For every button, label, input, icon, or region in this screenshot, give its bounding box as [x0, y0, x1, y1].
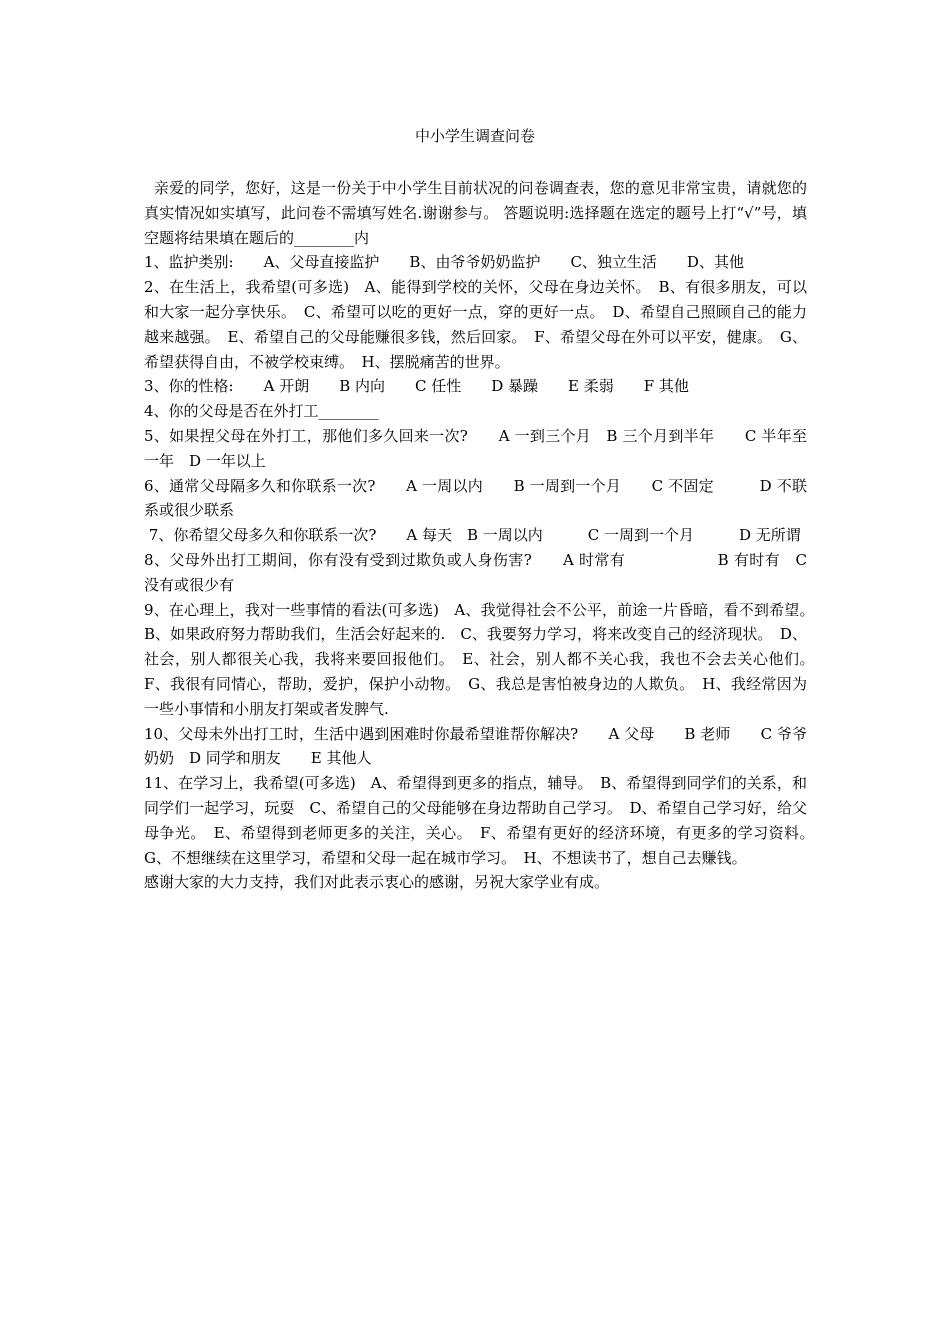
document-title: 中小学生调查问卷	[414, 127, 535, 145]
question-2: 2、在生活上，我希望(可多选) A、能得到学校的关怀，父母在身边关怀。 B、有很多朋友，可以和大家一起分享快乐。 C、希望可以吃的更好一点，穿的更好一点。 D、希望自己照顾自己的能力越来越强。 E、希望自己的父母能赚很多钱，然后回家。 F、希望父母在外可以平安，健康。 G、希望获得自由，不被学校束缚。 H、摆脱痛苦的世界。	[144, 278, 807, 371]
question-5: 5、如果捏父母在外打工，那他们多久回来一次? A 一到三个月 B 三个月到半年 C 半年至一年 D 一年以上	[144, 426, 807, 470]
question-1: 1、监护类别: A、父母直接监护 B、由爷爷奶奶监护 C、独立生活 D、其他	[144, 253, 744, 272]
question-6: 6、通常父母隔多久和你联系一次? A 一周以内 B 一周到一个月 C 不固定 D 不联系或很少联系	[144, 476, 807, 520]
question-4: 4、你的父母是否在外打工________	[144, 402, 379, 421]
question-7: 7、你希望父母多久和你联系一次? A 每天 B 一周以内 C 一周到一个月 D 无所谓	[144, 526, 801, 545]
question-10: 10、父母未外出打工时，生活中遇到困难时你最希望谁帮你解决? A 父母 B 老师 C 爷爷奶奶 D 同学和朋友 E 其他人	[144, 724, 807, 768]
question-8: 8、父母外出打工期间，你有没有受到过欺负或人身伤害? A 时常有 B 有时有 C 没有或很少有	[144, 550, 807, 594]
question-11: 11、在学习上，我希望(可多选) A、希望得到更多的指点，辅导。 B、希望得到同学们的关系，和同学们一起学习，玩耍 C、希望自己的父母能够在身边帮助自己学习。 D、希望自己学习好，给父母争光。 E、希望得到老师更多的关注，关心。 F、希望有更好的经济环境，有更多的学习资料。 G、不想继续在这里学习，希望和父母一起在城市学习。 H、不想读书了，想自己去赚钱。	[144, 774, 823, 867]
question-3: 3、你的性格: A 开朗 B 内向 C 任性 D 暴躁 E 柔弱 F 其他	[144, 377, 689, 396]
document-body	[144, 176, 823, 895]
question-9: 9、在心理上，我对一些事情的看法(可多选) A、我觉得社会不公平，前途一片昏暗，看不到希望。 B、如果政府努力帮助我们，生活会好起来的. C、我要努力学习，将来改变自己的经济现状。 D、社会，别人都很关心我，我将来要回报他们。 E、社会，别人都不关心我，我也不会去关心他们。 F、我很有同情心，帮助，爱护，保护小动物。 G、我总是害怕被身边的人欺负。 H、我经常因为一些小事情和小朋友打架或者发脾气.	[144, 600, 823, 718]
closing-remark: 感谢大家的大力支持，我们对此表示衷心的感谢，另祝大家学业有成。	[144, 873, 610, 892]
intro-paragraph: 亲爱的同学，您好，这是一份关于中小学生目前状况的问卷调查表，您的意见非常宝贵，请就您的真实情况如实填写，此问卷不需填写姓名.谢谢参与。 答题说明:选择题在选定的题号上打“√”号，填空题将结果填在题后的________内	[144, 179, 807, 247]
